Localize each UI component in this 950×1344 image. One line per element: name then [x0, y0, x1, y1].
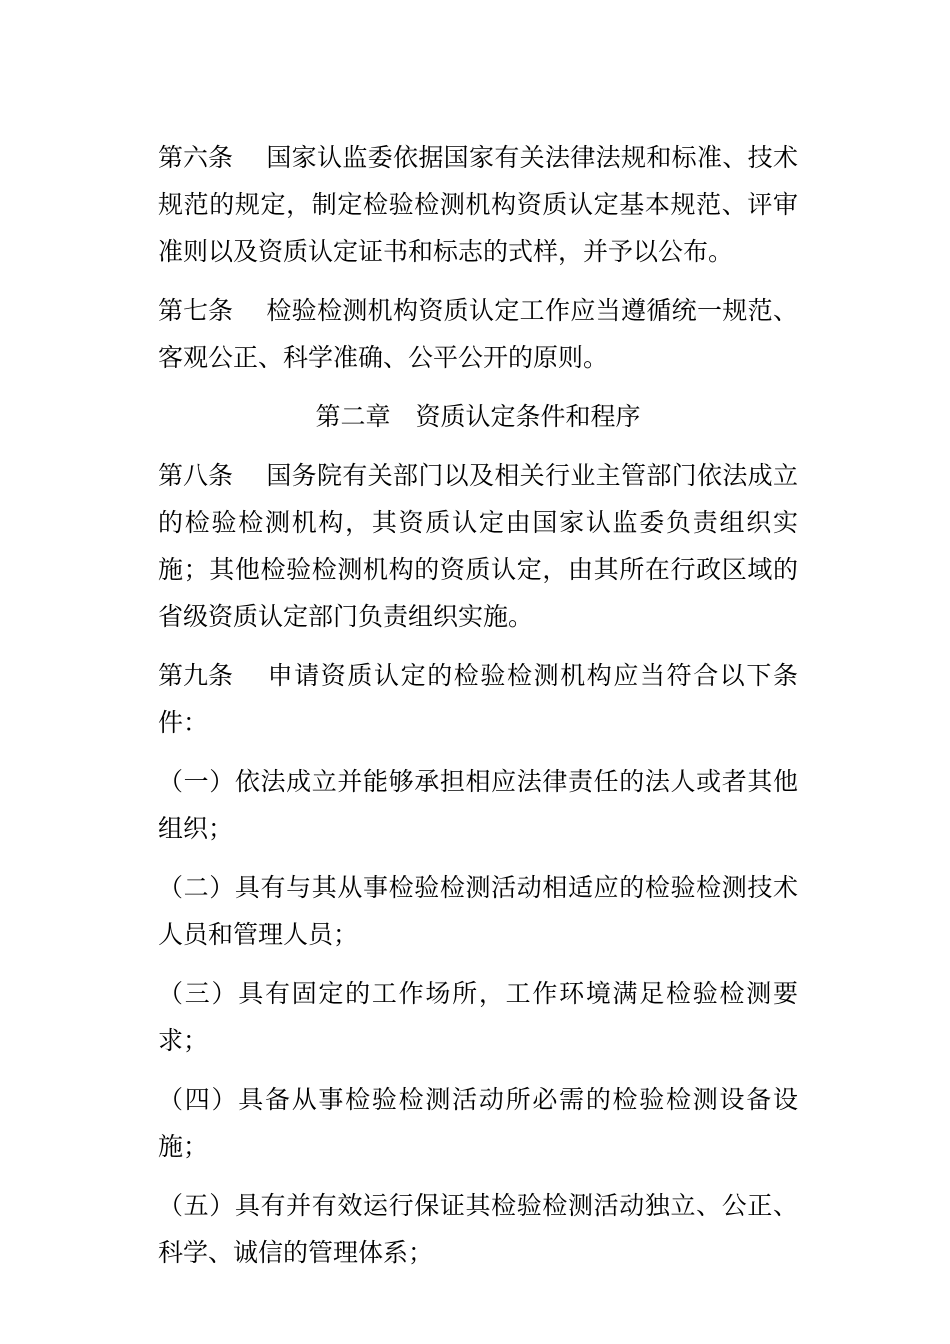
article-number: 第九条	[158, 661, 234, 690]
document-page	[158, 134, 798, 1288]
article-8	[158, 452, 798, 640]
article-number: 第七条	[158, 296, 234, 325]
list-item: （四）具备从事检验检测活动所必需的检验检测设备设施；	[158, 1085, 798, 1161]
article-7	[158, 287, 798, 381]
article-6	[158, 134, 798, 275]
article-number: 第八条	[158, 461, 234, 490]
list-item: （一）依法成立并能够承担相应法律责任的法人或者其他组织；	[158, 767, 798, 843]
chapter-number: 第二章	[315, 402, 391, 431]
list-item: （五）具有并有效运行保证其检验检测活动独立、公正、科学、诚信的管理体系；	[158, 1191, 798, 1267]
article-text: 检验检测机构资质认定工作应当遵循统一规范、客观公正、科学准确、公平公开的原则。	[158, 296, 798, 372]
article-text: 国家认监委依据国家有关法律法规和标准、技术规范的规定，制定检验检测机构资质认定基本规范、评审准则以及资质认定证书和标志的式样，并予以公布。	[158, 143, 798, 266]
article-text: 国务院有关部门以及相关行业主管部门依法成立的检验检测机构，其资质认定由国家认监委负责组织实施；其他检验检测机构的资质认定，由其所在行政区域的省级资质认定部门负责组织实施。	[158, 461, 798, 631]
list-item: （二）具有与其从事检验检测活动相适应的检验检测技术人员和管理人员；	[158, 873, 798, 949]
article-text: 申请资质认定的检验检测机构应当符合以下条件：	[158, 661, 798, 737]
article-9	[158, 652, 798, 746]
list-item: （三）具有固定的工作场所，工作环境满足检验检测要求；	[158, 979, 798, 1055]
chapter-heading	[158, 393, 798, 440]
chapter-title: 资质认定条件和程序	[415, 402, 641, 431]
article-number: 第六条	[158, 143, 234, 172]
